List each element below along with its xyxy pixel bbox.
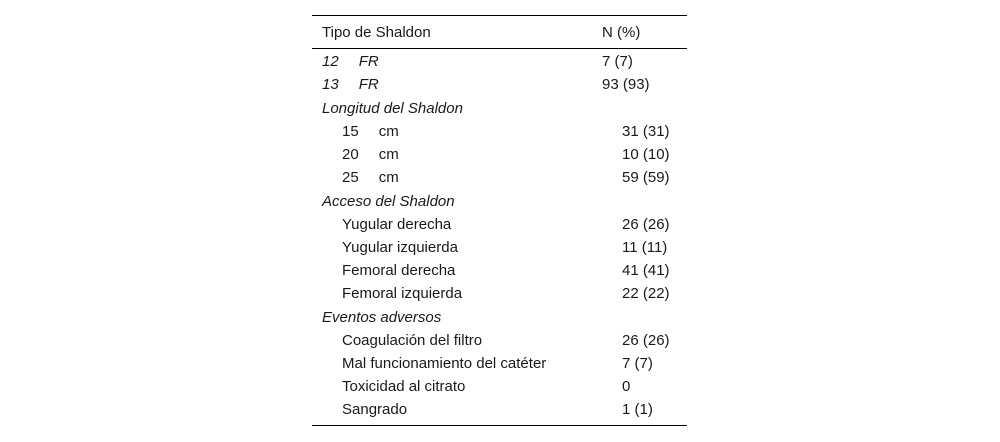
table-row [312, 213, 687, 236]
row-label: Coagulación del filtro [342, 332, 483, 349]
table-row [312, 398, 687, 421]
row-value: 1 (1) [622, 401, 653, 418]
section-title: Eventos adversos [322, 308, 442, 326]
table-row [312, 143, 687, 166]
table-row [312, 282, 687, 305]
table-header [312, 16, 687, 49]
row-label: Mal funcionamiento del catéter [342, 355, 547, 372]
length-number: 25 [342, 169, 359, 186]
row-value: 7 (7) [622, 355, 653, 372]
header-n-percent: N (%) [602, 23, 641, 41]
table-row [312, 236, 687, 259]
section-heading-longitud [312, 96, 687, 120]
length-unit: cm [378, 169, 399, 186]
length-unit: cm [378, 123, 399, 140]
row-label: Sangrado [342, 401, 408, 418]
row-value: 93 (93) [602, 76, 650, 93]
row-value: 7 (7) [602, 53, 633, 70]
section-heading-acceso [312, 189, 687, 213]
table-row [312, 50, 687, 73]
row-value: 31 (31) [622, 123, 670, 140]
table-row [312, 329, 687, 352]
table-body [312, 49, 687, 425]
row-value: 0 [622, 378, 631, 395]
table-row [312, 120, 687, 143]
fr-unit: FR [358, 76, 379, 93]
row-value: 10 (10) [622, 146, 670, 163]
row-value: 41 (41) [622, 262, 670, 279]
row-label: Femoral derecha [342, 262, 456, 279]
row-label: Yugular derecha [342, 216, 452, 233]
length-number: 20 [342, 146, 359, 163]
data-table [312, 15, 687, 426]
fr-unit: FR [358, 53, 379, 70]
length-number: 15 [342, 123, 359, 140]
table-row [312, 166, 687, 189]
table-row [312, 375, 687, 398]
section-heading-eventos [312, 305, 687, 329]
table-row [312, 73, 687, 96]
fr-size: 12 [322, 53, 339, 70]
length-unit: cm [378, 146, 399, 163]
row-value: 26 (26) [622, 216, 670, 233]
row-label: Yugular izquierda [342, 239, 458, 256]
fr-size: 13 [322, 76, 339, 93]
section-title: Acceso del Shaldon [322, 192, 455, 210]
table-row [312, 352, 687, 375]
row-label: Femoral izquierda [342, 285, 463, 302]
row-value: 26 (26) [622, 332, 670, 349]
section-title: Longitud del Shaldon [322, 99, 463, 117]
table-row [312, 259, 687, 282]
row-value: 59 (59) [622, 169, 670, 186]
header-tipo-de-shaldon: Tipo de Shaldon [322, 23, 431, 41]
row-label: Toxicidad al citrato [342, 378, 466, 395]
row-value: 22 (22) [622, 285, 670, 302]
row-value: 11 (11) [622, 239, 668, 256]
